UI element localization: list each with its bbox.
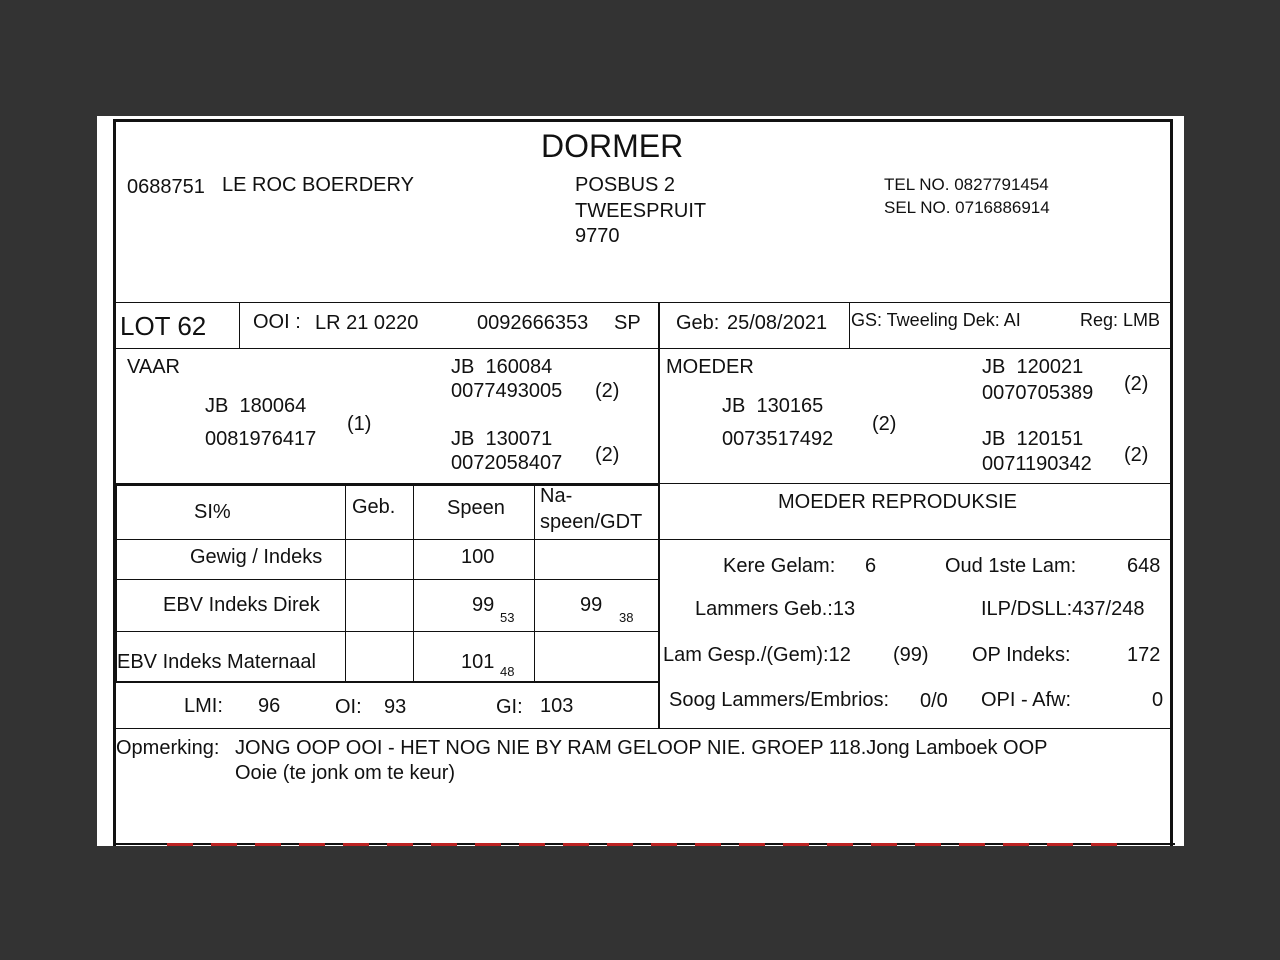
row-label-direk: EBV Indeks Direk <box>163 594 320 616</box>
naspeen-header-2: speen/GDT <box>540 511 643 533</box>
registration-number: 0092666353 <box>477 312 589 334</box>
address-line-3: 9770 <box>575 225 620 247</box>
row-direk-speen: 99 <box>472 594 495 616</box>
row-maternaal-speen-acc: 48 <box>500 664 515 679</box>
oud-1ste-lam-label: Oud 1ste Lam: <box>945 555 1077 577</box>
op-indeks-value: 172 <box>1127 644 1161 666</box>
reproduction-title: MOEDER REPRODUKSIE <box>778 491 1017 513</box>
kere-gelam-value: 6 <box>865 555 877 577</box>
vaar-grade: (1) <box>347 413 372 435</box>
gi-value: 103 <box>540 695 574 717</box>
moeder-mother-grade: (2) <box>1124 444 1149 466</box>
naspeen-header-1: Na- <box>540 485 573 507</box>
opi-afw-label: OPI - Afw: <box>981 689 1072 711</box>
moeder-father-id: JB 120021 <box>982 356 1084 378</box>
vrule-gs <box>849 302 850 348</box>
moeder-num: 0073517492 <box>722 428 834 450</box>
tel-number: TEL NO. 0827791454 <box>884 175 1049 194</box>
gs-dek: GS: Tweeling Dek: AI <box>851 310 1021 330</box>
opi-afw-value: 0 <box>1152 689 1164 711</box>
gi-label: GI: <box>496 696 523 718</box>
vaar-num: 0081976417 <box>205 428 317 450</box>
cut-off-red-text <box>167 843 1127 846</box>
lmi-label: LMI: <box>184 695 223 717</box>
lam-gesp: Lam Gesp./(Gem):12 <box>663 644 851 666</box>
row-label-gewig: Gewig / Indeks <box>190 546 323 568</box>
vaar-id: JB 180064 <box>205 395 307 417</box>
rule-table-bottom <box>115 681 659 683</box>
row-label-maternaal: EBV Indeks Maternaal <box>117 651 316 673</box>
vrule-lot <box>239 302 240 348</box>
birth-label: Geb: <box>676 312 720 334</box>
card-border-top <box>113 119 1172 122</box>
moeder-mother-id: JB 120151 <box>982 428 1084 450</box>
ooi-label: OOI : <box>253 311 301 333</box>
row-maternaal-speen: 101 <box>461 651 495 673</box>
row-direk-speen-acc: 53 <box>500 610 515 625</box>
owner-code: 0688751 <box>127 176 205 198</box>
row-direk-na-acc: 38 <box>619 610 634 625</box>
rule-row1 <box>115 579 658 580</box>
rule-remarks <box>115 728 1172 729</box>
vrule-speen <box>534 484 535 682</box>
row-gewig-speen: 100 <box>461 546 495 568</box>
remarks-line-2: Ooie (te jonk om te keur) <box>235 762 456 784</box>
ooi-id: LR 21 0220 <box>315 312 419 334</box>
address-line-2: TWEESPRUIT <box>575 200 707 222</box>
moeder-mother-num: 0071190342 <box>982 453 1092 475</box>
moeder-label: MOEDER <box>666 356 754 378</box>
lmi-value: 96 <box>258 695 281 717</box>
moeder-father-grade: (2) <box>1124 373 1149 395</box>
vrule-si <box>345 484 346 682</box>
soog-lammers-value: 0/0 <box>920 690 948 712</box>
breed-title: DORMER <box>541 128 684 164</box>
row-direk-na: 99 <box>580 594 603 616</box>
owner-name: LE ROC BOERDERY <box>222 174 414 196</box>
ilp-dsll: ILP/DSLL:437/248 <box>981 598 1145 620</box>
speen-header: Speen <box>447 497 505 519</box>
address-line-1: POSBUS 2 <box>575 174 676 196</box>
lam-gesp-gem: (99) <box>893 644 929 666</box>
rule-header <box>115 302 1172 303</box>
rule-lot <box>115 348 1172 349</box>
vrule-geb <box>413 484 414 682</box>
moeder-id: JB 130165 <box>722 395 824 417</box>
lammers-geb: Lammers Geb.:13 <box>695 598 856 620</box>
vaar-father-id: JB 160084 <box>451 356 553 378</box>
sp-code: SP <box>614 312 641 334</box>
remarks-label: Opmerking: <box>116 737 220 759</box>
lot-card <box>97 116 1184 846</box>
oi-value: 93 <box>384 696 407 718</box>
vaar-mother-grade: (2) <box>595 444 620 466</box>
soog-lammers-label: Soog Lammers/Embrios: <box>669 689 890 711</box>
lot-number: LOT 62 <box>120 311 207 341</box>
moeder-grade: (2) <box>872 413 897 435</box>
kere-gelam-label: Kere Gelam: <box>723 555 836 577</box>
sel-number: SEL NO. 0716886914 <box>884 198 1050 217</box>
rule-row2 <box>115 631 658 632</box>
oud-1ste-lam-value: 648 <box>1127 555 1161 577</box>
vaar-mother-id: JB 130071 <box>451 428 553 450</box>
moeder-father-num: 0070705389 <box>982 382 1094 404</box>
remarks-line-1: JONG OOP OOI - HET NOG NIE BY RAM GELOOP NIE. GROEP 118.Jong Lamboek OOP <box>235 737 1048 759</box>
op-indeks-label: OP Indeks: <box>972 644 1071 666</box>
table-top <box>115 484 659 486</box>
vaar-mother-num: 0072058407 <box>451 452 563 474</box>
vaar-label: VAAR <box>127 356 180 378</box>
vaar-father-num: 0077493005 <box>451 380 563 402</box>
oi-label: OI: <box>335 696 362 718</box>
vrule-middle <box>658 302 660 729</box>
reg-type: Reg: LMB <box>1080 310 1161 330</box>
rule-si-header <box>115 539 1172 540</box>
geb-header: Geb. <box>352 496 396 518</box>
vaar-father-grade: (2) <box>595 380 620 402</box>
birth-date: 25/08/2021 <box>727 312 828 334</box>
si-header: SI% <box>194 501 231 523</box>
